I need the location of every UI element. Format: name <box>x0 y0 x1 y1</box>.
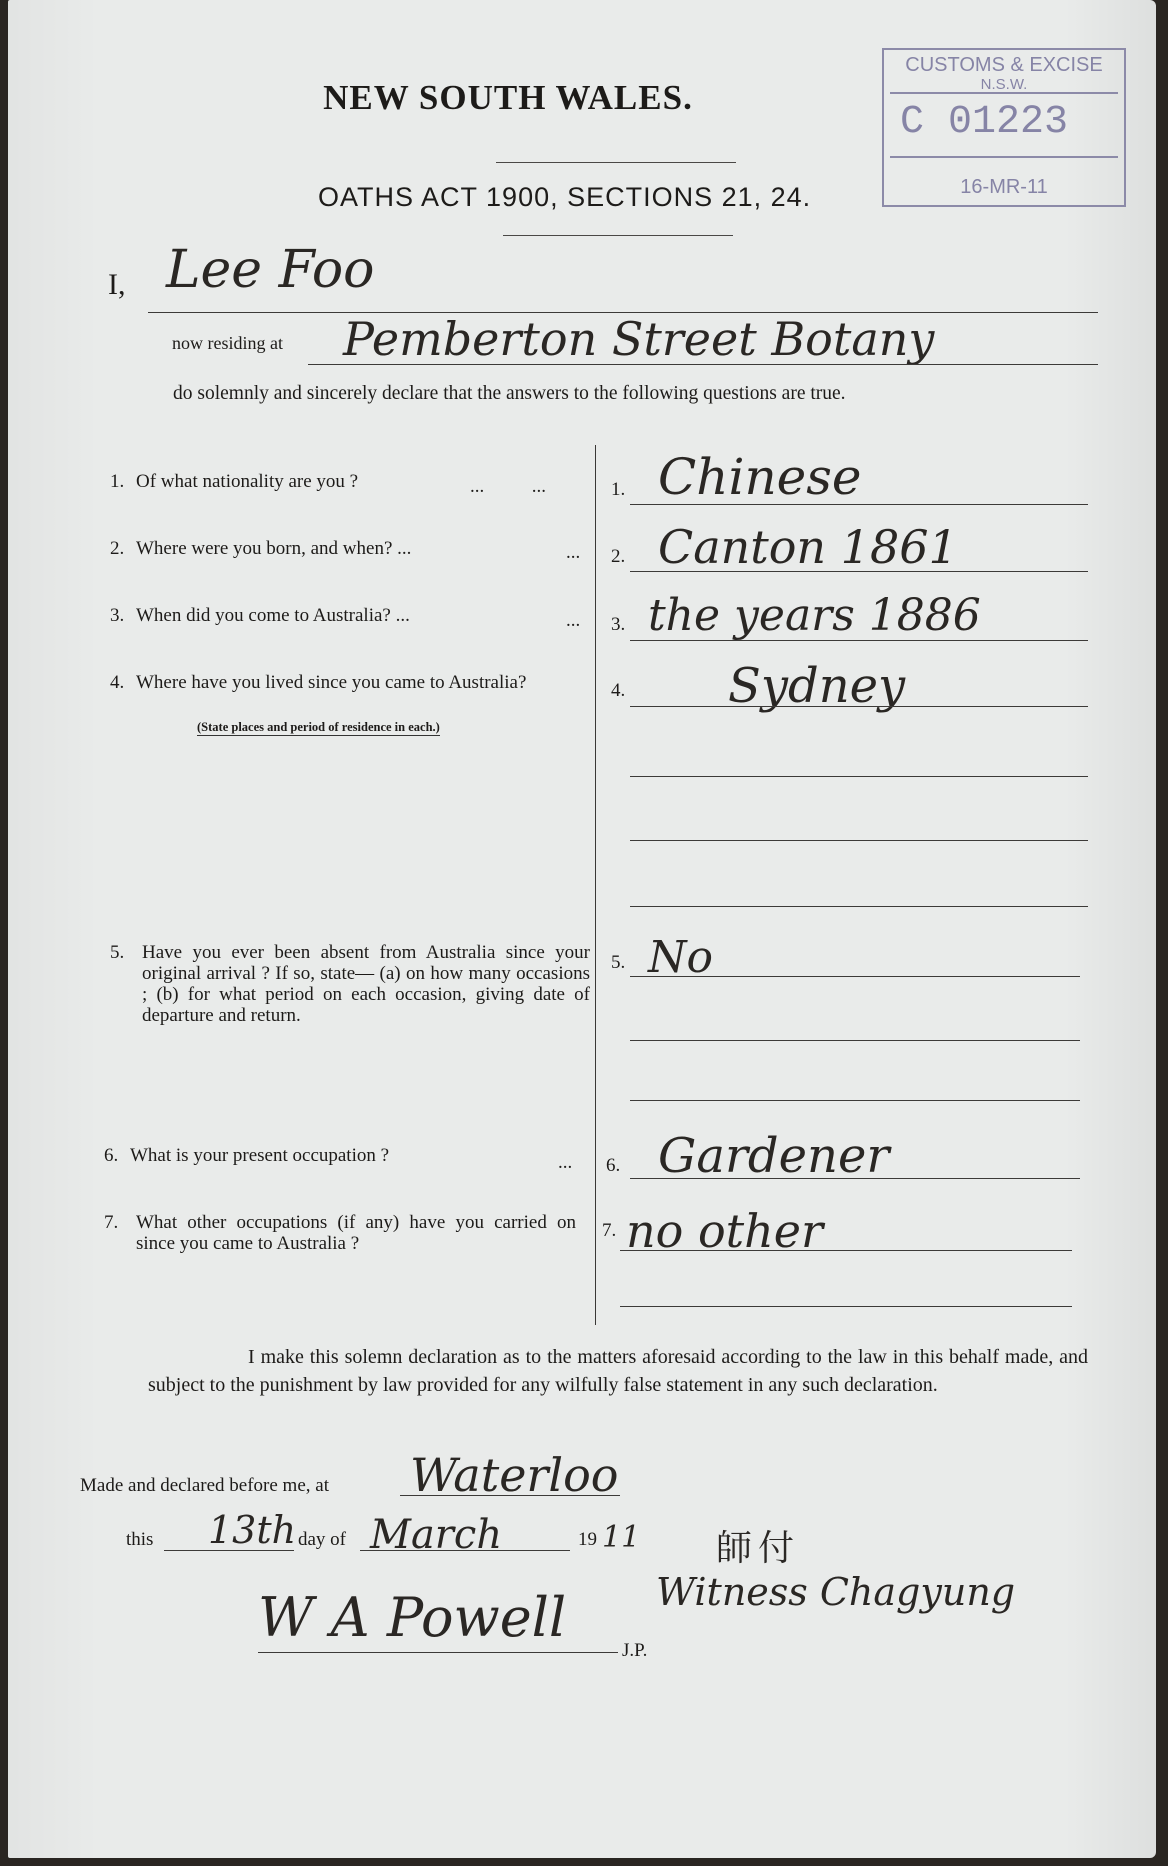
question-4-text: Where have you lived since you came to Australia? <box>136 672 527 693</box>
answer-2-line <box>630 571 1088 572</box>
answer-5-line-3 <box>630 1100 1080 1101</box>
document-page <box>8 0 1156 1858</box>
document-subtitle: OATHS ACT 1900, SECTIONS 21, 24. <box>318 182 812 212</box>
question-2-text: Where were you born, and when? ... <box>136 538 412 559</box>
question-6-dots: ... <box>558 1152 573 1173</box>
stamp-line2: N.S.W. <box>980 76 1028 93</box>
answer-5-number: 5. <box>611 952 626 973</box>
declared-day: 13th <box>208 1508 297 1552</box>
question-1-dots: ... ... <box>470 476 546 497</box>
answer-2-number: 2. <box>611 546 626 567</box>
question-3-number: 3. <box>110 605 125 626</box>
stamp-line1: CUSTOMS & EXCISE <box>905 54 1103 76</box>
answer-2: Canton 1861 <box>658 520 958 574</box>
question-3-text: When did you come to Australia? ... <box>136 605 410 626</box>
answer-5-line-1 <box>630 976 1080 977</box>
answer-3: the years 1886 <box>648 590 981 641</box>
declaration-text: do solemnly and sincerely declare that the answers to the following questions are true. <box>173 383 846 404</box>
answer-4-line-4 <box>630 906 1088 907</box>
subtitle-rule <box>503 235 733 236</box>
question-2-number: 2. <box>110 538 125 559</box>
place-line <box>400 1495 620 1496</box>
month-line <box>360 1550 570 1551</box>
answer-5-line-2 <box>630 1040 1080 1041</box>
answer-7: no other <box>626 1204 823 1258</box>
question-1-number: 1. <box>110 471 125 492</box>
answer-1-line <box>630 504 1088 505</box>
answer-3-number: 3. <box>611 614 626 635</box>
year-prefix: 19 <box>578 1529 597 1550</box>
day-line <box>164 1550 294 1551</box>
declarant-address: Pemberton Street Botany <box>343 312 935 366</box>
answer-1-number: 1. <box>611 479 626 500</box>
title-rule <box>496 162 736 163</box>
answer-4: Sydney <box>728 658 906 714</box>
declared-month: March <box>370 1512 503 1558</box>
answer-7-line-2 <box>620 1306 1072 1307</box>
declarant-name: Lee Foo <box>166 240 375 300</box>
answer-4-line-3 <box>630 840 1088 841</box>
question-4-note: (State places and period of residence in each.) <box>197 720 440 734</box>
declared-place: Waterloo <box>410 1448 619 1502</box>
answer-7-line-1 <box>620 1250 1072 1251</box>
jp-label: J.P. <box>622 1640 648 1661</box>
answer-4-number: 4. <box>611 680 626 701</box>
address-line <box>308 364 1098 365</box>
document-title: NEW SOUTH WALES. <box>323 78 693 117</box>
answer-4-line-1 <box>630 706 1088 707</box>
answer-6-line <box>630 1178 1080 1179</box>
question-1-text: Of what nationality are you ? <box>136 471 359 492</box>
answer-3-line <box>630 640 1088 641</box>
stamp-number-box <box>890 92 1118 158</box>
question-3-dots: ... <box>566 610 581 631</box>
witness-signature: Witness Chagyung <box>656 1570 1016 1614</box>
residing-label: now residing at <box>172 333 283 353</box>
day-of-label: day of <box>298 1529 347 1550</box>
this-label: this <box>126 1529 154 1550</box>
question-7-text: What other occupations (if any) have you carried on since you came to Australia ? <box>136 1212 576 1254</box>
question-2-dots: ... <box>566 542 581 563</box>
question-4-number: 4. <box>110 672 125 693</box>
made-declared-label: Made and declared before me, at <box>80 1475 329 1496</box>
customs-stamp <box>882 48 1126 207</box>
column-divider <box>595 445 596 1325</box>
answer-5: No <box>648 932 713 983</box>
answer-6: Gardener <box>658 1128 890 1184</box>
answer-1: Chinese <box>658 448 862 506</box>
question-7-number: 7. <box>104 1212 119 1233</box>
chinese-characters: 師付 <box>716 1528 801 1569</box>
answer-7-number: 7. <box>602 1220 617 1241</box>
solemn-declaration: I make this solemn declaration as to the matters aforesaid according to the law in this behalf made, and subject to the punishment by law provided for any wilfully false statement in any such declaration. <box>148 1346 1088 1396</box>
question-5-text: Have you ever been absent from Australia since your original arrival ? If so, state— (a) on how many occasions ; (b) for what period on each occasion, giving date of departure and return. <box>142 942 590 1026</box>
declarant-prefix: I, <box>108 268 126 301</box>
question-6-text: What is your present occupation ? <box>130 1145 390 1166</box>
question-5-number: 5. <box>110 942 125 963</box>
answer-4-line-2 <box>630 776 1088 777</box>
year-suffix: 11 <box>602 1520 641 1555</box>
jp-signature: W A Powell <box>258 1586 567 1649</box>
jp-line <box>258 1652 618 1653</box>
stamp-date: 16-MR-11 <box>960 176 1048 198</box>
answer-6-number: 6. <box>606 1155 621 1176</box>
question-6-number: 6. <box>104 1145 119 1166</box>
stamp-number: C 01223 <box>900 100 1069 145</box>
